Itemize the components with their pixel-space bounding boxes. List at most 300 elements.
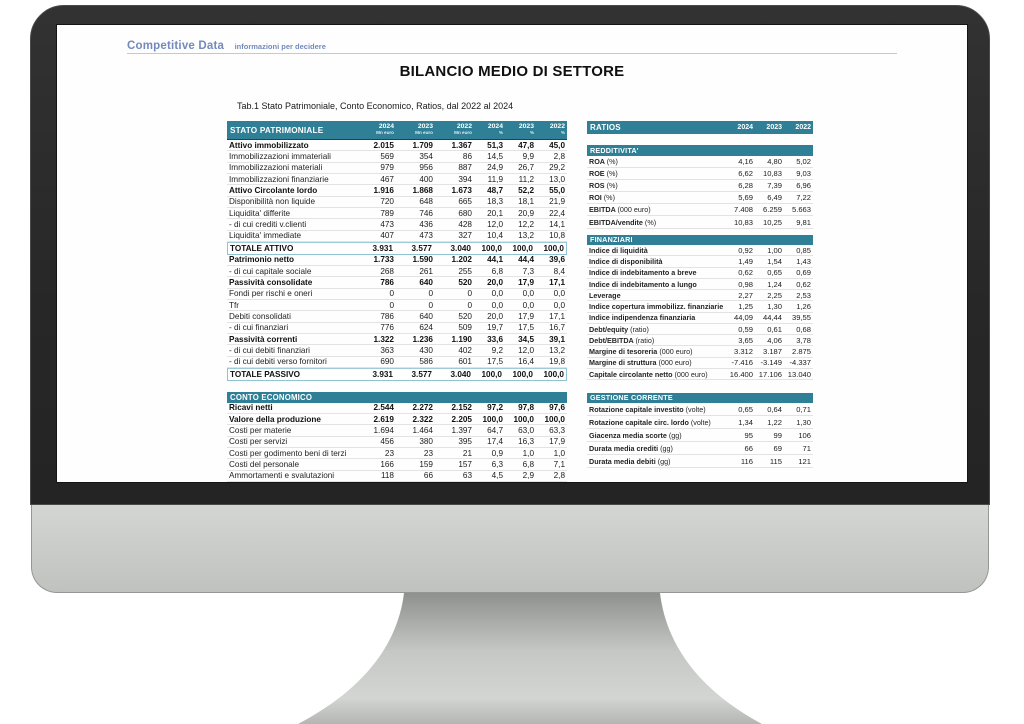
column-header: 2024	[737, 124, 753, 131]
row-label: Liquidita' immediate	[229, 231, 302, 241]
cell-value: 39,6	[549, 255, 565, 265]
column-unit: %	[498, 130, 503, 136]
row-label: EBITDA/vendite (%)	[589, 217, 657, 227]
cell-value: 1,24	[767, 279, 782, 289]
cell-value: 14,1	[549, 220, 565, 230]
cell-value: 690	[380, 357, 394, 367]
table-row	[227, 255, 567, 266]
cell-value: 16,4	[518, 357, 534, 367]
row-label: Costi per godimento beni di terzi	[229, 448, 347, 458]
table-row	[227, 368, 567, 381]
row-label: Fondi per rischi e oneri	[229, 289, 313, 299]
table-row	[227, 277, 567, 288]
cell-value: 4,06	[767, 335, 782, 345]
cell-value: 0,0	[522, 289, 534, 299]
cell-value: 6.259	[762, 205, 782, 215]
monitor-stand	[0, 593, 1024, 724]
table-row	[227, 345, 567, 356]
table-row	[227, 437, 567, 448]
row-label: - di cui capitale sociale	[229, 266, 312, 276]
column-unit: Mn euro	[415, 130, 433, 136]
table-row	[227, 242, 567, 255]
cell-value: 0,65	[738, 404, 753, 414]
row-label: Indice di indebitamento a lungo	[589, 279, 697, 289]
cell-value: 887	[458, 163, 472, 173]
cell-value: 100,0	[481, 369, 502, 379]
cell-value: 97,8	[518, 403, 534, 413]
row-label-suffix: (000 euro)	[659, 347, 693, 356]
cell-value: 436	[419, 220, 433, 230]
cell-value: 5.663	[791, 205, 811, 215]
cell-value: 680	[458, 208, 472, 218]
cell-value: 1,00	[767, 245, 782, 255]
cell-value: 20,0	[487, 277, 503, 287]
row-label: TOTALE ATTIVO	[230, 243, 294, 253]
ratios-group	[587, 145, 813, 229]
cell-value: 3.577	[411, 369, 432, 379]
table-row	[587, 301, 813, 312]
row-label-suffix: (volte)	[685, 404, 706, 414]
row-label: - di cui debiti finanziari	[229, 346, 311, 356]
cell-value: 13.040	[787, 369, 811, 379]
logo-underline	[127, 53, 897, 54]
cell-value: 1,54	[767, 257, 782, 266]
cell-value: 395	[458, 437, 472, 447]
cell-value: 3.931	[372, 243, 393, 253]
cell-value: 665	[458, 197, 472, 207]
table-row	[227, 311, 567, 322]
cell-value: 18,3	[487, 197, 503, 207]
cell-value: 0	[428, 300, 433, 310]
table-row	[587, 168, 813, 180]
cell-value: 1,0	[553, 448, 565, 458]
column-header	[505, 124, 536, 135]
column-header	[357, 124, 396, 135]
conto-economico-body	[227, 403, 567, 482]
cell-value: 3.931	[372, 369, 393, 379]
ratios-table	[587, 121, 813, 468]
cell-value: 14,5	[487, 152, 503, 162]
row-label: Leverage	[589, 290, 621, 300]
cell-value: 520	[458, 277, 472, 287]
row-label-suffix: (000 euro)	[617, 205, 651, 215]
cell-value: 10,25	[762, 217, 782, 227]
cell-value: 327	[458, 231, 472, 241]
cell-value: 99	[773, 430, 782, 440]
cell-value: 268	[380, 266, 394, 276]
ratios-group	[587, 235, 813, 381]
cell-value: 1.733	[373, 255, 394, 265]
cell-value: 0,71	[796, 404, 811, 414]
cell-value: 0,98	[738, 279, 753, 289]
cell-value: 166	[380, 459, 394, 469]
table-row	[227, 185, 567, 196]
row-label: Passività consolidate	[229, 277, 313, 287]
cell-value: 1,26	[796, 302, 811, 311]
cell-value: 0	[389, 300, 394, 310]
cell-value: 97,2	[487, 403, 503, 413]
cell-value: -3.149	[760, 358, 782, 368]
cell-value: 16,3	[518, 437, 534, 447]
table-row	[227, 403, 567, 414]
cell-value: 0,62	[738, 268, 753, 278]
cell-value: 1.367	[451, 140, 472, 150]
table-row	[227, 140, 567, 151]
column-header	[396, 124, 435, 135]
cell-value: 2.322	[412, 414, 433, 424]
cell-value: 12,0	[518, 346, 534, 356]
table-row	[587, 335, 813, 346]
table-row	[587, 216, 813, 228]
cell-value: 121	[798, 456, 811, 466]
cell-value: 1,30	[767, 302, 782, 311]
row-label: Indice di indebitamento a breve	[589, 268, 697, 278]
row-label: Rotazione capitale circ. lordo (volte)	[589, 417, 711, 427]
cell-value: 9,2	[491, 346, 503, 356]
ratios-group	[587, 393, 813, 469]
cell-value: 22,4	[549, 208, 565, 218]
row-label: ROE (%)	[589, 168, 618, 178]
cell-value: 400	[419, 174, 433, 184]
cell-value: 0,0	[491, 289, 503, 299]
cell-value: 3.040	[450, 369, 471, 379]
cell-value: 473	[380, 220, 394, 230]
cell-value: 2.152	[451, 403, 472, 413]
cell-value: 354	[419, 152, 433, 162]
cell-value: 407	[380, 231, 394, 241]
cell-value: 0,0	[553, 289, 565, 299]
ratios-groups	[587, 145, 813, 468]
cell-value: 16,7	[549, 323, 565, 333]
cell-value: 21	[462, 448, 472, 458]
cell-value: 2.015	[373, 140, 394, 150]
row-label: Disponibilità non liquide	[229, 197, 316, 207]
cell-value: 20,0	[487, 311, 503, 321]
cell-value: 24,9	[487, 163, 503, 173]
table-row	[587, 416, 813, 429]
cell-value: 0,69	[796, 268, 811, 278]
table-row	[587, 429, 813, 442]
cell-value: 2.205	[451, 414, 472, 424]
row-label: Indice copertura immobilizz. finanziarie	[589, 302, 724, 311]
cell-value: 786	[380, 277, 394, 287]
cell-value: 1.322	[373, 334, 394, 344]
cell-value: 0	[467, 289, 472, 299]
cell-value: 640	[419, 311, 433, 321]
cell-value: 11,2	[518, 174, 534, 184]
row-label: Capitale circolante netto (000 euro)	[589, 369, 708, 379]
row-label: ROI (%)	[589, 193, 615, 203]
cell-value: 20,9	[518, 208, 534, 218]
row-label: Indice di disponibilità	[589, 257, 663, 266]
cell-value: 2.272	[412, 403, 433, 413]
row-label: - di cui debiti verso fornitori	[229, 357, 327, 367]
group-header: REDDITIVITA'	[587, 145, 813, 156]
cell-value: 39,1	[549, 334, 565, 344]
cell-value: 255	[458, 266, 472, 276]
cell-value: 6,8	[522, 459, 534, 469]
section-title: RATIOS	[590, 123, 621, 132]
row-label: Debt/EBITDA (ratio)	[589, 335, 655, 345]
cell-value: 26,7	[518, 163, 534, 173]
cell-value: 5,02	[796, 156, 811, 166]
row-label: Debiti consolidati	[229, 311, 291, 321]
cell-value: 1,43	[796, 257, 811, 266]
row-label: Patrimonio netto	[229, 255, 295, 265]
cell-value: 1.397	[451, 425, 472, 435]
cell-value: 52,2	[518, 186, 534, 196]
table-row	[587, 180, 813, 192]
cell-value: 64,7	[487, 425, 503, 435]
cell-value: 7,22	[796, 193, 811, 203]
row-label-suffix: (gg)	[668, 430, 682, 440]
row-label-suffix: (%)	[606, 156, 618, 166]
row-label-suffix: (%)	[644, 217, 657, 227]
cell-value: 1.709	[412, 140, 433, 150]
cell-value: 100,0	[512, 369, 533, 379]
cell-value: 17,9	[549, 437, 565, 447]
table-row	[227, 334, 567, 345]
cell-value: 624	[419, 323, 433, 333]
cell-value: 100,0	[481, 243, 502, 253]
column-unit: %	[529, 130, 534, 136]
row-label-suffix: (ratio)	[630, 324, 649, 334]
cell-value: 63,3	[549, 425, 565, 435]
group-header: GESTIONE CORRENTE	[587, 393, 813, 404]
table-row	[227, 300, 567, 311]
cell-value: 63,0	[518, 425, 534, 435]
table-row	[587, 403, 813, 416]
cell-value: 13,0	[549, 174, 565, 184]
row-label: Ricavi netti	[229, 403, 273, 413]
cell-value: 66	[423, 471, 433, 481]
row-label: - di cui crediti v.clienti	[229, 220, 307, 230]
cell-value: 0	[428, 289, 433, 299]
column-header: 2023	[766, 124, 782, 131]
cell-value: 601	[458, 357, 472, 367]
table-caption: Tab.1 Stato Patrimoniale, Conto Economico, Ratios, dal 2022 al 2024	[237, 101, 514, 111]
cell-value: 97,6	[549, 403, 565, 413]
table-row	[227, 174, 567, 185]
table-row	[587, 268, 813, 279]
cell-value: 10,83	[733, 217, 753, 227]
cell-value: 1.673	[451, 186, 472, 196]
cell-value: 0	[467, 300, 472, 310]
row-label: Margine di struttura (000 euro)	[589, 358, 692, 368]
cell-value: 9,81	[796, 217, 811, 227]
cell-value: 2,9	[522, 471, 534, 481]
row-label-suffix: (%)	[603, 193, 615, 203]
cell-value: 45,0	[549, 140, 565, 150]
cell-value: 17,5	[518, 323, 534, 333]
row-label: Durata media debiti (gg)	[589, 456, 671, 466]
cell-value: 3,78	[796, 335, 811, 345]
cell-value: 776	[380, 323, 394, 333]
table-row	[587, 279, 813, 290]
cell-value: 16.400	[729, 369, 753, 379]
cell-value: 1,22	[767, 417, 782, 427]
cell-value: 66	[744, 443, 753, 453]
table-row	[227, 425, 567, 436]
cell-value: 2,8	[553, 471, 565, 481]
cell-value: 0,68	[796, 324, 811, 334]
cell-value: 17.106	[758, 369, 782, 379]
cell-value: 467	[380, 174, 394, 184]
cell-value: 7,39	[767, 180, 782, 190]
column-year: 2022	[549, 123, 565, 131]
cell-value: 6,49	[767, 193, 782, 203]
cell-value: 6,62	[738, 168, 753, 178]
table-row	[587, 358, 813, 369]
monitor-chin	[31, 505, 989, 593]
cell-value: 20,1	[487, 208, 503, 218]
cell-value: 2.875	[791, 347, 811, 356]
table-row	[587, 346, 813, 357]
table-row	[587, 455, 813, 468]
cell-value: 6,28	[738, 180, 753, 190]
cell-value: 6,3	[491, 459, 503, 469]
stand-neck	[298, 593, 762, 724]
section-title: CONTO ECONOMICO	[230, 392, 313, 402]
row-label-suffix: (gg)	[660, 443, 673, 453]
row-label: Immobilizzazioni finanziarie	[229, 174, 329, 184]
cell-value: 13,2	[518, 231, 534, 241]
cell-value: 159	[419, 459, 433, 469]
column-header: 2022	[795, 124, 811, 131]
cell-value: 2.619	[373, 414, 394, 424]
cell-value: 1.464	[412, 425, 433, 435]
group-header: FINANZIARI	[587, 235, 813, 246]
cell-value: 100,0	[482, 414, 503, 424]
row-label: Costi per materie	[229, 425, 292, 435]
table-row	[587, 313, 813, 324]
table-row	[587, 245, 813, 256]
cell-value: -7.416	[731, 358, 753, 368]
cell-value: 1,49	[738, 257, 753, 266]
cell-value: 2,53	[796, 290, 811, 300]
cell-value: 100,0	[512, 243, 533, 253]
table-row	[227, 414, 567, 425]
cell-value: 17,9	[518, 277, 534, 287]
table-row	[227, 471, 567, 482]
cell-value: 86	[462, 152, 472, 162]
row-label: Tfr	[229, 300, 240, 310]
row-label-suffix: (%)	[606, 180, 618, 190]
cell-value: 6,96	[796, 180, 811, 190]
cell-value: 1,30	[796, 417, 811, 427]
cell-value: 69	[773, 443, 782, 453]
cell-value: 13,2	[549, 346, 565, 356]
row-label: - di cui finanziari	[229, 323, 289, 333]
cell-value: 1.868	[412, 186, 433, 196]
cell-value: 48,7	[487, 186, 503, 196]
cell-value: 100,0	[544, 414, 565, 424]
table-row	[587, 156, 813, 168]
cell-value: 44,1	[487, 255, 503, 265]
table-row	[227, 266, 567, 277]
conto-economico-header	[227, 392, 567, 403]
cell-value: 2,27	[738, 290, 753, 300]
cell-value: 1.694	[373, 425, 394, 435]
page-title: BILANCIO MEDIO DI SETTORE	[399, 63, 625, 80]
cell-value: 12,0	[487, 220, 503, 230]
cell-value: 39,55	[791, 313, 811, 323]
cell-value: 4,5	[491, 471, 503, 481]
cell-value: 7.408	[733, 205, 753, 215]
table-row	[227, 448, 567, 459]
table-row	[227, 219, 567, 230]
row-label: Giacenza media scorte (gg)	[589, 430, 682, 440]
column-year: 2024	[378, 123, 394, 131]
cell-value: 3,65	[738, 335, 753, 345]
cell-value: 786	[380, 311, 394, 321]
table-row	[227, 163, 567, 174]
cell-value: 51,3	[487, 140, 503, 150]
row-label: Durata media crediti (gg)	[589, 443, 673, 453]
cell-value: 1,0	[522, 448, 534, 458]
cell-value: 19,8	[549, 357, 565, 367]
row-label: Rotazione capitale investito (volte)	[589, 404, 706, 414]
column-unit: Mn euro	[376, 130, 394, 136]
row-label-suffix: (%)	[606, 168, 618, 178]
cell-value: 720	[380, 197, 394, 207]
cell-value: 0	[389, 289, 394, 299]
cell-value: 3.577	[411, 243, 432, 253]
cell-value: 157	[458, 459, 472, 469]
cell-value: 17,9	[518, 311, 534, 321]
row-label: Indice di liquidità	[589, 245, 648, 255]
cell-value: 0,0	[522, 300, 534, 310]
cell-value: 402	[458, 346, 472, 356]
monitor-screen	[57, 25, 967, 482]
table-row	[227, 289, 567, 300]
cell-value: 648	[419, 197, 433, 207]
cell-value: 116	[740, 456, 753, 466]
cell-value: 55,0	[549, 186, 565, 196]
cell-value: 363	[380, 346, 394, 356]
row-label-suffix: (ratio)	[635, 335, 655, 345]
row-label: Indice indipendenza finanziaria	[589, 313, 696, 323]
table-row	[227, 197, 567, 208]
table-row	[587, 290, 813, 301]
cell-value: 3.312	[733, 347, 753, 356]
row-label: Immobilizzazioni immateriali	[229, 152, 331, 162]
row-label: ROS (%)	[589, 180, 618, 190]
section-title: STATO PATRIMONIALE	[230, 125, 324, 135]
cell-value: 1.590	[412, 255, 433, 265]
cell-value: 63	[462, 471, 472, 481]
table-row	[227, 151, 567, 162]
stato-patrimoniale-header	[227, 121, 567, 139]
cell-value: 2.544	[373, 403, 394, 413]
row-label: Attivo Circolante lordo	[229, 186, 318, 196]
cell-value: 17,4	[487, 437, 503, 447]
cell-value: 7,1	[553, 459, 565, 469]
cell-value: 520	[458, 311, 472, 321]
cell-value: 0,61	[767, 324, 782, 334]
cell-value: 100,0	[513, 414, 534, 424]
cell-value: 21,9	[549, 197, 565, 207]
row-label: ROA (%)	[589, 156, 618, 166]
cell-value: 23	[384, 448, 394, 458]
row-label-suffix: (000 euro)	[658, 358, 692, 368]
cell-value: 1.202	[451, 255, 472, 265]
cell-value: 0,62	[796, 279, 811, 289]
cell-value: 44,44	[762, 313, 782, 323]
column-year: 2024	[487, 123, 503, 131]
cell-value: 5,69	[738, 193, 753, 203]
cell-value: 7,3	[522, 266, 534, 276]
